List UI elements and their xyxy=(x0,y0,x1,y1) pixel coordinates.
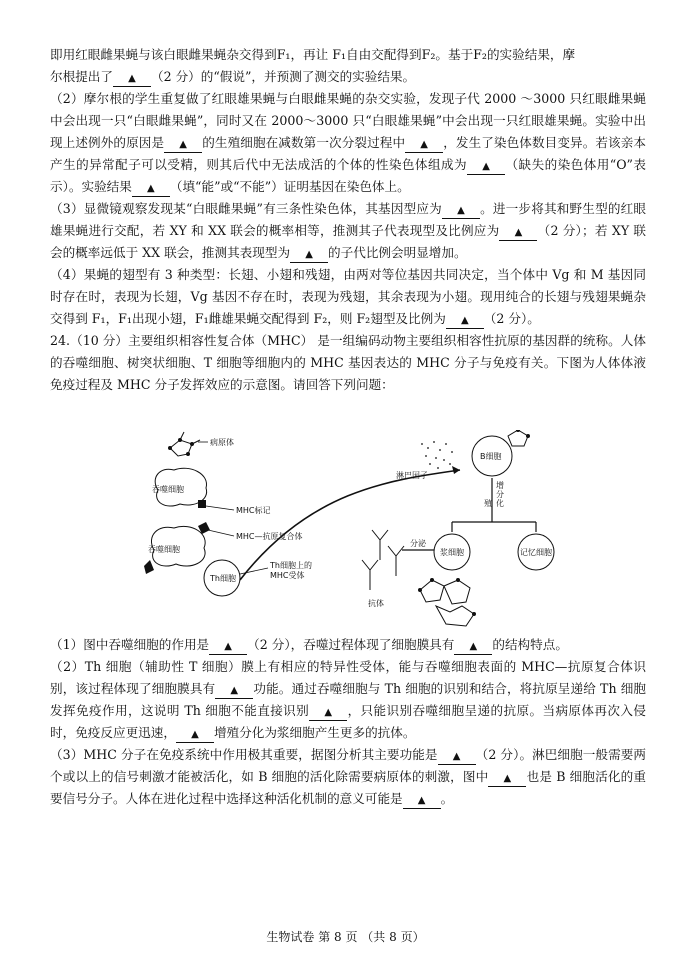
answer-blank[interactable]: ▲ xyxy=(488,772,526,787)
antigen-fragment-icon xyxy=(144,560,154,574)
answer-blank[interactable]: ▲ xyxy=(215,684,253,699)
answer-blank[interactable]: ▲ xyxy=(164,138,202,153)
antibody-icon xyxy=(362,530,404,590)
label-mhc-marker: MHC标记 xyxy=(236,506,271,515)
p23-line1: 即用红眼雌果蝇与该白眼雌果蝇杂交得到F₁，再让 F₁自由交配得到F₂。基于F₂的实验结果，摩 xyxy=(50,47,576,62)
answer-blank[interactable]: ▲ xyxy=(499,226,537,241)
p23-line2: 尔根提出了 ▲ （2 分）的“假说”，并预测了测交的实验结果。 xyxy=(50,66,646,88)
problem-24-questions xyxy=(50,634,646,810)
answer-blank[interactable]: ▲ xyxy=(309,706,347,721)
antigen-icon xyxy=(508,430,530,446)
p23-q2: （2）摩尔根的学生重复做了红眼雄果蝇与白眼雌果蝇的杂交实验，发现子代 2000 ～3000 只红眼雌果蝇中会出现一只“白眼雌果蝇”，同时又在 2000～3000 只“白眼雄果蝇”中会出现一只红眼雄果蝇。实验中出现上述例外的原因是 ▲ 的生殖细胞在减数第一次分裂过程中 ▲ ，发生了染色体数目变异。若该亲本产生的异常配子可以受精，则其后代中无法成活的个体的性染色体组成为 ▲ （缺失的染色体用“O”表示）。实验结果 ▲ （填“能”或“不能”）证明基因在染色体上。 xyxy=(50,88,646,198)
p24-intro: 24.（10 分）主要组织相容性复合体（MHC） 是一组编码动物主要组织相容性抗原的基因群的统称。人体的吞噬细胞、树突状细胞、T 细胞等细胞内的 MHC 基因表达的 MHC 分子与免疫有关。下图为人体体液免疫过程及 MHC 分子发挥效应的示意图。请回答下列问题： xyxy=(50,333,646,392)
label-secrete: 分泌 xyxy=(410,539,426,548)
answer-blank[interactable]: ▲ xyxy=(405,138,443,153)
label-phagocyte-2: 吞噬细胞 xyxy=(148,545,180,554)
label-lymphokine: 淋巴因子 xyxy=(396,471,428,480)
answer-blank[interactable]: ▲ xyxy=(467,160,505,175)
answer-blank[interactable]: ▲ xyxy=(113,72,151,87)
label-th-receptor-1: Th细胞上的 xyxy=(270,561,312,570)
answer-blank[interactable]: ▲ xyxy=(209,640,247,655)
p23-q3: （3）显微镜观察发现某“白眼雌果蝇”有三条性染色体，其基因型应为 ▲ 。进一步将其和野生型的红眼雄果蝇进行交配，若 XY 和 XX 联会的概率相等，推测其子代表现型及比例应为 ▲ （2 分）；若 XY 联会的概率远低于 XX 联会，推测其表现型为 ▲ 的子代比例会明显增加。 xyxy=(50,198,646,264)
answer-blank[interactable]: ▲ xyxy=(290,248,328,263)
p24-q3: （3）MHC 分子在免疫系统中作用极其重要，据图分析其主要功能是 ▲ （2 分）。淋巴细胞一般需要两个或以上的信号刺激才能被活化，如 B 细胞的活化除需要病原体的刺激，图中 ▲ 也是 B 细胞活化的重要信号分子。人体在进化过程中选择这种活化机制的意义可能是 ▲ 。 xyxy=(50,744,646,810)
answer-blank[interactable]: ▲ xyxy=(446,314,484,329)
answer-blank[interactable]: ▲ xyxy=(454,640,492,655)
answer-blank[interactable]: ▲ xyxy=(176,728,214,743)
label-pathogen: 病原体 xyxy=(210,438,234,447)
label-th-cell: Th细胞 xyxy=(210,574,236,583)
label-antibody: 抗体 xyxy=(368,599,384,608)
pathogen-icon xyxy=(169,432,201,456)
antigen-antibody-complex-icon xyxy=(419,579,476,627)
label-proliferate-3: 殖 xyxy=(484,499,492,508)
p24-q2: （2）Th 细胞（辅助性 T 细胞）膜上有相应的特异性受体，能与吞噬细胞表面的 MHC—抗原复合体识别，该过程体现了细胞膜具有 ▲ 功能。通过吞噬细胞与 Th 细胞的识别和结合，将抗原呈递给 Th 细胞发挥免疫作用，这说明 Th 细胞不能直接识别 ▲ ，只能识别吞噬细胞呈递的抗原。当病原体再次入侵时，免疫反应更迅速， ▲ 增殖分化为浆细胞产生更多的抗体。 xyxy=(50,656,646,744)
answer-blank[interactable]: ▲ xyxy=(132,182,170,197)
arrowhead-icon xyxy=(452,466,460,474)
label-memory-cell: 记忆细胞 xyxy=(520,548,552,557)
answer-blank[interactable]: ▲ xyxy=(442,204,480,219)
label-proliferate-2: 分 xyxy=(496,490,504,499)
page-footer: 生物试卷 第 8 页 （共 8 页） xyxy=(266,930,425,944)
p23-q4: （4）果蝇的翅型有 3 种类型：长翅、小翅和残翅，由两对等位基因共同决定，当个体中 Vg 和 M 基因同时存在时，表现为长翅，Vg 基因不存在时，表现为残翅，其余表现为小翅。现用纯合的长翅与残翅果蝇杂交得到 F₁，F₁出现小翅，F₁雌雄果蝇交配得到 F₂，则 F₂翅型及比例为 ▲ （2 分）。 xyxy=(50,264,646,330)
label-b-cell: B细胞 xyxy=(480,452,502,461)
immune-diagram xyxy=(140,430,580,630)
problem-23-continued xyxy=(50,44,646,396)
label-mhc-complex: MHC—抗原复合体 xyxy=(236,532,303,541)
label-proliferate-1: 增 xyxy=(496,481,504,490)
label-proliferate-4: 化 xyxy=(496,499,504,508)
lymphokine-dots xyxy=(421,441,453,469)
label-th-receptor-2: MHC受体 xyxy=(270,571,305,580)
answer-blank[interactable]: ▲ xyxy=(438,750,476,765)
p24-q1: （1）图中吞噬细胞的作用是 ▲ （2 分），吞噬过程体现了细胞膜具有 ▲ 的结构特点。 xyxy=(50,634,646,656)
answer-blank[interactable]: ▲ xyxy=(403,794,441,809)
label-plasma-cell: 浆细胞 xyxy=(440,548,464,557)
mhc-marker-icon xyxy=(198,500,206,508)
label-phagocyte-1: 吞噬细胞 xyxy=(152,485,184,494)
